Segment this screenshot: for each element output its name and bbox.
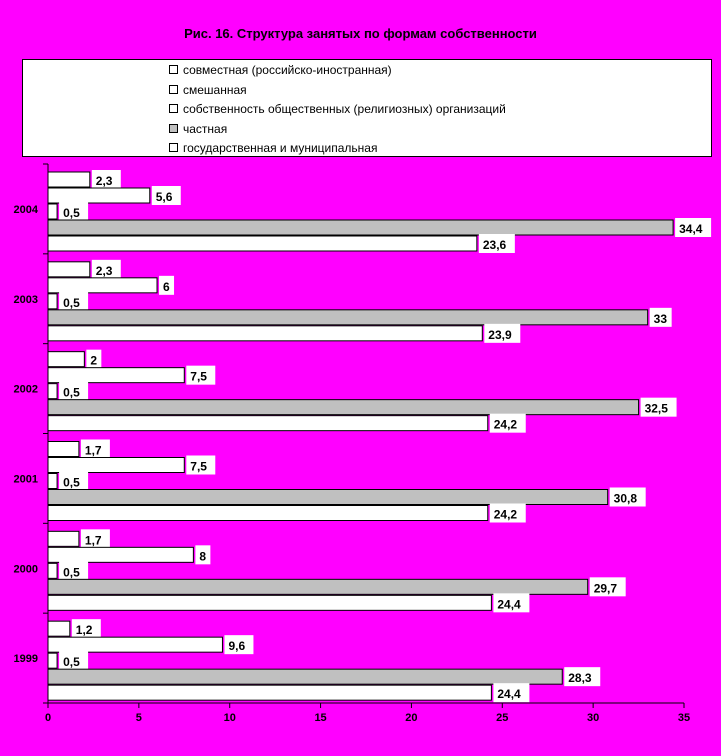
bar xyxy=(48,294,57,309)
data-label: 0,5 xyxy=(63,385,80,400)
chart-title: Рис. 16. Структура занятых по формам собственности xyxy=(184,26,537,41)
x-tick-label: 35 xyxy=(677,712,691,724)
data-label: 7,5 xyxy=(190,369,207,384)
bar xyxy=(48,579,588,594)
bar xyxy=(48,310,648,325)
bar xyxy=(48,621,70,636)
data-label: 1,7 xyxy=(84,443,102,458)
legend-label: частная xyxy=(183,121,228,136)
data-label: 2,3 xyxy=(95,174,113,188)
bar xyxy=(48,595,491,610)
data-label: 34,4 xyxy=(679,222,703,236)
bar xyxy=(48,384,57,399)
data-label: 9,6 xyxy=(228,639,246,654)
data-label: 0,5 xyxy=(63,565,80,580)
data-label: 0,5 xyxy=(63,206,80,220)
data-label: 5,6 xyxy=(155,190,173,204)
y-tick-label: 2004 xyxy=(13,203,38,216)
data-label: 23,9 xyxy=(488,327,512,342)
data-label: 2,3 xyxy=(95,263,113,278)
data-label: 0,5 xyxy=(63,475,80,490)
bar xyxy=(48,352,84,367)
legend-label: собственность общественных (религиозных) организаций xyxy=(183,102,506,116)
bar xyxy=(48,685,491,700)
bar xyxy=(48,236,477,251)
bar xyxy=(48,474,57,489)
data-label: 24,2 xyxy=(493,417,518,432)
y-tick-label: 1999 xyxy=(13,653,38,666)
y-tick-label: 2002 xyxy=(13,383,38,396)
bar xyxy=(48,547,193,562)
bar xyxy=(48,220,673,235)
y-tick-label: 2000 xyxy=(13,563,38,576)
bar xyxy=(48,506,488,521)
bar xyxy=(48,531,79,546)
x-tick-label: 30 xyxy=(587,712,600,724)
bar xyxy=(48,653,57,668)
x-tick-label: 0 xyxy=(44,712,52,724)
bar xyxy=(48,278,157,293)
data-label: 29,7 xyxy=(593,581,618,596)
data-label: 7,5 xyxy=(190,459,207,474)
bar xyxy=(48,400,639,415)
bar xyxy=(48,368,184,383)
data-label: 2 xyxy=(90,353,98,368)
bar xyxy=(48,637,222,652)
data-label: 0,5 xyxy=(63,295,80,310)
data-label: 24,4 xyxy=(497,687,521,702)
legend-label: государственная и муниципальная xyxy=(183,141,378,155)
y-tick-label: 2001 xyxy=(13,473,38,486)
bar xyxy=(48,188,150,203)
bar xyxy=(48,669,562,684)
x-tick-label: 5 xyxy=(135,712,142,724)
data-label: 1,2 xyxy=(75,623,93,638)
x-tick-label: 20 xyxy=(405,712,418,724)
x-tick-label: 15 xyxy=(314,712,327,724)
bar xyxy=(48,442,79,457)
data-label: 24,4 xyxy=(497,597,521,612)
data-label: 1,7 xyxy=(84,533,102,548)
data-label: 32,5 xyxy=(644,401,668,416)
data-label: 6 xyxy=(163,279,170,294)
data-label: 30,8 xyxy=(613,491,638,506)
x-tick-label: 10 xyxy=(223,712,236,724)
data-label: 33 xyxy=(653,311,668,326)
data-label: 28,3 xyxy=(568,671,592,686)
data-label: 24,2 xyxy=(493,507,518,522)
bar xyxy=(48,490,608,505)
bar xyxy=(48,458,184,473)
bar xyxy=(48,416,488,431)
bar xyxy=(48,326,482,341)
bar xyxy=(48,563,57,578)
data-label: 8 xyxy=(199,549,207,564)
data-label: 23,6 xyxy=(482,238,507,252)
data-label: 0,5 xyxy=(63,655,80,670)
bar xyxy=(48,262,90,277)
y-tick-label: 2003 xyxy=(13,293,38,306)
bar xyxy=(48,172,90,187)
x-tick-label: 25 xyxy=(496,712,509,724)
legend-label: смешанная xyxy=(183,82,247,97)
bar xyxy=(48,204,57,219)
legend-label: совместная (российско-иностранная) xyxy=(183,63,392,77)
